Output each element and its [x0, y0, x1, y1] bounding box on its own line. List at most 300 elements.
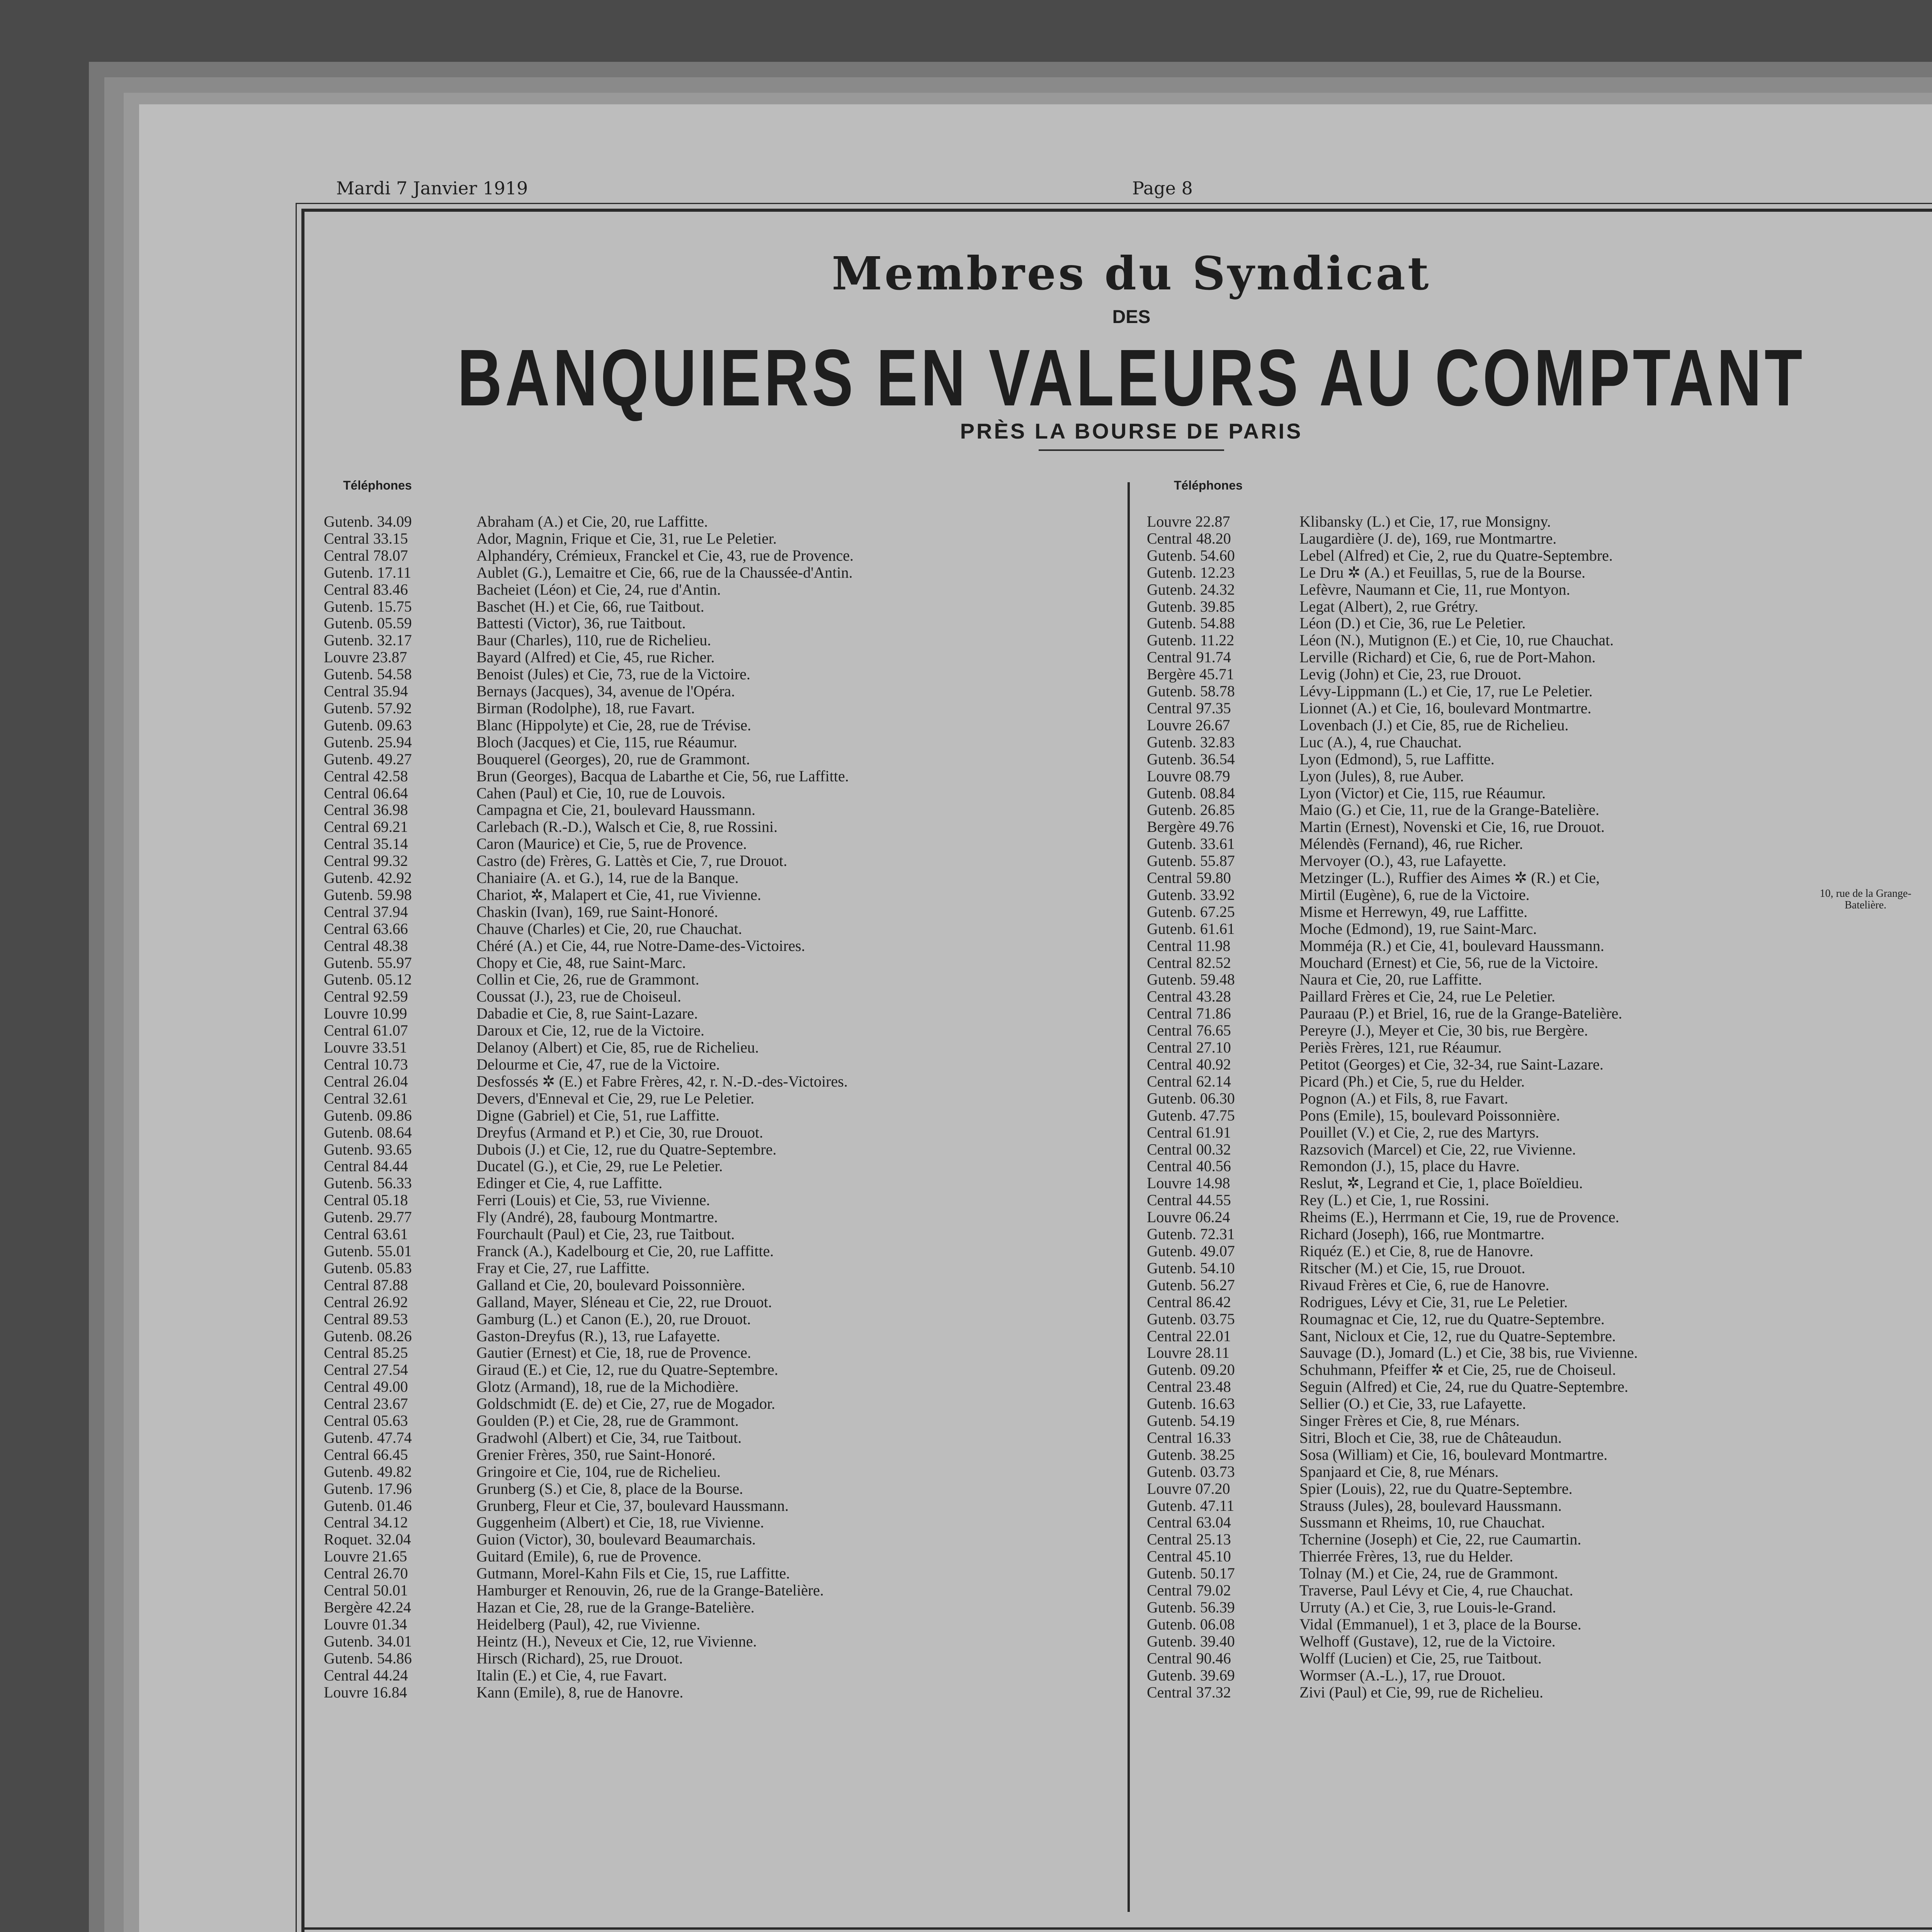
member-row	[324, 1294, 1116, 1311]
member-name-address: Rheims (E.), Herrmann et Cie, 19, rue de Provence.	[1299, 1208, 1619, 1226]
member-telephone: Gutenb. 05.12	[324, 971, 412, 988]
member-row	[324, 598, 1116, 615]
member-name-address: Grenier Frères, 350, rue Saint-Honoré.	[476, 1446, 716, 1463]
member-name-address: Pognon (A.) et Fils, 8, rue Favart.	[1299, 1089, 1508, 1107]
member-telephone: Central 87.88	[324, 1276, 408, 1294]
member-name-address: Chariot, ✲, Malapert et Cie, 41, rue Vivienne.	[476, 886, 761, 903]
member-telephone: Gutenb. 36.54	[1147, 750, 1235, 768]
member-name-address: Sussmann et Rheims, 10, rue Chauchat.	[1299, 1514, 1545, 1531]
member-name-address: Carlebach (R.-D.), Walsch et Cie, 8, rue Rossini.	[476, 818, 778, 836]
member-telephone: Central 62.14	[1147, 1072, 1231, 1090]
member-telephone: Central 36.98	[324, 801, 408, 819]
member-telephone: Central 27.54	[324, 1361, 408, 1379]
member-telephone: Gutenb. 32.83	[1147, 733, 1235, 751]
member-row	[1147, 1446, 1932, 1463]
member-telephone: Gutenb. 24.32	[1147, 580, 1235, 598]
member-row	[1147, 1243, 1932, 1260]
member-row	[1147, 1599, 1932, 1616]
member-telephone: Central 79.02	[1147, 1582, 1231, 1599]
member-name-address: Daroux et Cie, 12, rue de la Victoire.	[476, 1022, 704, 1039]
member-row	[324, 801, 1116, 818]
member-name-address: Strauss (Jules), 28, boulevard Haussmann.	[1299, 1497, 1562, 1514]
member-row	[1147, 1090, 1932, 1107]
member-telephone: Gutenb. 39.40	[1147, 1632, 1235, 1650]
member-name-address: Mouchard (Ernest) et Cie, 56, rue de la Victoire.	[1299, 954, 1599, 971]
member-telephone: Central 37.94	[324, 903, 408, 920]
member-name-address: Guion (Victor), 30, boulevard Beaumarchais.	[476, 1531, 756, 1548]
title-bourse: PRÈS LA BOURSE DE PARIS	[960, 419, 1303, 443]
member-name-address: Lovenbach (J.) et Cie, 85, rue de Richelieu.	[1299, 716, 1569, 734]
member-row	[1147, 785, 1932, 802]
member-telephone: Central 86.42	[1147, 1293, 1231, 1311]
member-name-address: Le Dru ✲ (A.) et Feuillas, 5, rue de la Bourse.	[1299, 563, 1585, 581]
member-row	[1147, 1124, 1932, 1141]
member-name-address: Reslut, ✲, Legrand et Cie, 1, place Boïeldieu.	[1299, 1174, 1583, 1192]
member-name-address: Sant, Nicloux et Cie, 12, rue du Quatre-Septembre.	[1299, 1327, 1616, 1345]
member-telephone: Gutenb. 08.84	[1147, 784, 1235, 802]
member-row	[324, 1446, 1116, 1463]
member-row	[1147, 734, 1932, 751]
member-name-address: Lyon (Jules), 8, rue Auber.	[1299, 767, 1464, 785]
member-telephone: Central 99.32	[324, 852, 408, 870]
member-name-address: Franck (A.), Kadelbourg et Cie, 20, rue Laffitte.	[476, 1242, 774, 1260]
member-telephone: Louvre 21.65	[324, 1548, 407, 1565]
member-name-address: Hazan et Cie, 28, rue de la Grange-Batelière.	[476, 1599, 755, 1616]
member-name-address: Pauraau (P.) et Briel, 16, rue de la Grange-Batelière.	[1299, 1005, 1622, 1022]
member-telephone: Central 44.24	[324, 1666, 408, 1684]
title-membres: Membres du Syndicat	[832, 247, 1431, 300]
member-name-address: Petitot (Georges) et Cie, 32-34, rue Saint-Lazare.	[1299, 1056, 1604, 1073]
member-name-address: Chéré (A.) et Cie, 44, rue Notre-Dame-des-Victoires.	[476, 937, 805, 954]
member-telephone: Central 97.35	[1147, 699, 1231, 717]
metzinger-address-note: 10, rue de la Grange-Batelière.	[1820, 888, 1912, 911]
member-telephone: Louvre 28.11	[1147, 1344, 1230, 1362]
member-row	[324, 1616, 1116, 1633]
member-telephone: Central 50.01	[324, 1582, 408, 1599]
member-name-address: Baur (Charles), 110, rue de Richelieu.	[476, 631, 711, 649]
member-row	[1147, 768, 1932, 785]
member-row	[324, 1684, 1116, 1701]
member-row	[324, 1022, 1116, 1039]
member-telephone: Gutenb. 56.39	[1147, 1599, 1235, 1616]
member-row	[324, 988, 1116, 1005]
member-row	[1147, 1480, 1932, 1497]
member-telephone: Central 76.65	[1147, 1022, 1231, 1039]
member-telephone: Gutenb. 17.11	[324, 563, 412, 581]
member-name-address: Wolff (Lucien) et Cie, 25, rue Taitbout.	[1299, 1649, 1542, 1667]
member-telephone: Central 37.32	[1147, 1683, 1231, 1701]
member-telephone: Central 25.13	[1147, 1531, 1231, 1548]
member-telephone: Gutenb. 54.86	[324, 1649, 412, 1667]
member-row	[1147, 717, 1932, 734]
member-row	[1147, 1463, 1932, 1480]
member-telephone: Gutenb. 72.31	[1147, 1225, 1235, 1243]
member-row	[324, 632, 1116, 649]
member-name-address: Mirtil (Eugène), 6, rue de la Victoire.	[1299, 886, 1530, 903]
member-telephone: Gutenb. 47.11	[1147, 1497, 1235, 1514]
member-name-address: Schuhmann, Pfeiffer ✲ et Cie, 25, rue de Choiseul.	[1299, 1361, 1616, 1379]
member-name-address: Edinger et Cie, 4, rue Laffitte.	[476, 1174, 663, 1192]
member-telephone: Central 27.10	[1147, 1039, 1231, 1056]
member-telephone: Central 44.55	[1147, 1191, 1231, 1209]
member-row	[1147, 615, 1932, 632]
member-name-address: Lebel (Alfred) et Cie, 2, rue du Quatre-Septembre.	[1299, 546, 1613, 564]
member-name-address: Pons (Emile), 15, boulevard Poissonnière.	[1299, 1106, 1560, 1124]
member-name-address: Singer Frères et Cie, 8, rue Ménars.	[1299, 1412, 1520, 1430]
member-telephone: Central 26.70	[324, 1565, 408, 1582]
member-name-address: Chopy et Cie, 48, rue Saint-Marc.	[476, 954, 686, 971]
member-row	[324, 547, 1116, 564]
member-row	[324, 1311, 1116, 1328]
member-telephone: Louvre 23.87	[324, 648, 407, 666]
member-telephone: Central 61.07	[324, 1022, 408, 1039]
member-row	[1147, 1344, 1932, 1361]
member-name-address: Goldschmidt (E. de) et Cie, 27, rue de Mogador.	[476, 1395, 776, 1413]
member-row	[324, 1277, 1116, 1294]
member-telephone: Central 48.20	[1147, 529, 1231, 547]
member-telephone: Gutenb. 54.19	[1147, 1412, 1235, 1430]
member-name-address: Sauvage (D.), Jomard (L.) et Cie, 38 bis, rue Vivienne.	[1299, 1344, 1638, 1362]
member-name-address: Delourme et Cie, 47, rue de la Victoire.	[476, 1056, 720, 1073]
member-name-address: Moche (Edmond), 19, rue Saint-Marc.	[1299, 920, 1537, 937]
member-name-address: Richard (Joseph), 166, rue Montmartre.	[1299, 1225, 1545, 1243]
member-name-address: Bayard (Alfred) et Cie, 45, rue Richer.	[476, 648, 715, 666]
member-telephone: Louvre 06.24	[1147, 1208, 1230, 1226]
member-telephone: Gutenb. 54.88	[1147, 614, 1235, 632]
member-telephone: Louvre 01.34	[324, 1615, 407, 1633]
member-telephone: Bergère 42.24	[324, 1599, 411, 1616]
member-row	[324, 1650, 1116, 1667]
member-telephone: Louvre 33.51	[324, 1039, 407, 1056]
member-telephone: Central 40.92	[1147, 1056, 1231, 1073]
member-name-address: Chauve (Charles) et Cie, 20, rue Chauchat.	[476, 920, 742, 937]
member-row	[324, 1378, 1116, 1395]
member-row	[1147, 1056, 1932, 1073]
member-name-address: Lerville (Richard) et Cie, 6, rue de Port-Mahon.	[1299, 648, 1596, 666]
member-name-address: Digne (Gabriel) et Cie, 51, rue Laffitte.	[476, 1106, 720, 1124]
member-name-address: Gaston-Dreyfus (R.), 13, rue Lafayette.	[476, 1327, 720, 1345]
member-row	[1147, 1175, 1932, 1192]
member-row	[324, 666, 1116, 683]
member-name-address: Sosa (William) et Cie, 16, boulevard Montmartre.	[1299, 1446, 1608, 1463]
member-row	[1147, 1158, 1932, 1175]
member-telephone: Gutenb. 58.78	[1147, 682, 1235, 700]
member-row	[1147, 869, 1932, 886]
member-name-address: Galland, Mayer, Sléneau et Cie, 22, rue Drouot.	[476, 1293, 772, 1311]
member-telephone: Central 16.33	[1147, 1429, 1231, 1446]
member-telephone: Central 92.59	[324, 988, 408, 1005]
member-row	[1147, 1633, 1932, 1650]
member-name-address: Gringoire et Cie, 104, rue de Richelieu.	[476, 1463, 721, 1480]
member-name-address: Delanoy (Albert) et Cie, 85, rue de Richelieu.	[476, 1039, 759, 1056]
member-row	[1147, 1429, 1932, 1446]
member-row	[324, 1429, 1116, 1446]
member-name-address: Collin et Cie, 26, rue de Grammont.	[476, 971, 699, 988]
member-row	[1147, 1378, 1932, 1395]
member-name-address: Hamburger et Renouvin, 26, rue de la Grange-Batelière.	[476, 1582, 824, 1599]
member-telephone: Gutenb. 93.65	[324, 1140, 412, 1158]
member-name-address: Desfossés ✲ (E.) et Fabre Frères, 42, r. N.-D.-des-Victoires.	[476, 1072, 848, 1090]
member-telephone: Central 00.32	[1147, 1140, 1231, 1158]
member-name-address: Italin (E.) et Cie, 4, rue Favart.	[476, 1666, 667, 1684]
member-row	[1147, 683, 1932, 700]
member-row	[324, 835, 1116, 852]
member-name-address: Laugardière (J. de), 169, rue Montmartre.	[1299, 529, 1557, 547]
member-name-address: Pereyre (J.), Meyer et Cie, 30 bis, rue Bergère.	[1299, 1022, 1588, 1039]
member-row	[1147, 852, 1932, 869]
member-row	[324, 1107, 1116, 1124]
member-row	[324, 1599, 1116, 1616]
member-row	[324, 920, 1116, 937]
member-telephone: Central 26.04	[324, 1072, 408, 1090]
telephones-heading-right: Téléphones	[1174, 478, 1243, 492]
member-telephone: Gutenb. 29.77	[324, 1208, 412, 1226]
member-telephone: Louvre 22.87	[1147, 513, 1230, 530]
member-row	[324, 1260, 1116, 1277]
member-name-address: Ducatel (G.), et Cie, 29, rue Le Peletier.	[476, 1157, 723, 1175]
member-row	[324, 1328, 1116, 1345]
member-name-address: Levig (John) et Cie, 23, rue Drouot.	[1299, 665, 1522, 683]
member-row	[324, 852, 1116, 869]
member-row	[1147, 937, 1932, 954]
member-name-address: Chaniaire (A. et G.), 14, rue de la Banque.	[476, 869, 739, 887]
member-name-address: Zivi (Paul) et Cie, 99, rue de Richelieu.	[1299, 1683, 1543, 1701]
member-name-address: Roumagnac et Cie, 12, rue du Quatre-Septembre.	[1299, 1310, 1605, 1328]
member-name-address: Goulden (P.) et Cie, 28, rue de Grammont.	[476, 1412, 739, 1430]
member-name-address: Battesti (Victor), 36, rue Taitbout.	[476, 614, 686, 632]
member-telephone: Gutenb. 55.01	[324, 1242, 412, 1260]
member-row	[324, 1395, 1116, 1412]
member-row	[324, 1463, 1116, 1480]
member-telephone: Gutenb. 39.69	[1147, 1666, 1235, 1684]
member-telephone: Gutenb. 54.58	[324, 665, 412, 683]
member-row	[324, 1039, 1116, 1056]
member-name-address: Lyon (Victor) et Cie, 115, rue Réaumur.	[1299, 784, 1546, 802]
member-telephone: Central 49.00	[324, 1378, 408, 1396]
member-row	[324, 1412, 1116, 1429]
member-row	[324, 1192, 1116, 1209]
member-name-address: Devers, d'Enneval et Cie, 29, rue Le Peletier.	[476, 1089, 755, 1107]
member-telephone: Gutenb. 50.17	[1147, 1565, 1235, 1582]
member-telephone: Central 40.56	[1147, 1157, 1231, 1175]
member-name-address: Dabadie et Cie, 8, rue Saint-Lazare.	[476, 1005, 698, 1022]
member-row	[324, 1480, 1116, 1497]
telephones-heading-left: Téléphones	[343, 478, 412, 492]
member-telephone: Roquet. 32.04	[324, 1531, 411, 1548]
member-telephone: Central 69.21	[324, 818, 408, 836]
member-row	[1147, 700, 1932, 717]
member-name-address: Fray et Cie, 27, rue Laffitte.	[476, 1259, 650, 1277]
member-row	[324, 683, 1116, 700]
member-name-address: Chaskin (Ivan), 169, rue Saint-Honoré.	[476, 903, 718, 920]
member-row	[1147, 1328, 1932, 1345]
member-row	[324, 1090, 1116, 1107]
member-row	[1147, 818, 1932, 835]
member-name-address: Blanc (Hippolyte) et Cie, 28, rue de Trévise.	[476, 716, 751, 734]
member-row	[324, 1514, 1116, 1531]
member-name-address: Bacheiet (Léon) et Cie, 24, rue d'Antin.	[476, 580, 721, 598]
member-row	[324, 886, 1116, 903]
member-row	[1147, 1192, 1932, 1209]
member-name-address: Naura et Cie, 20, rue Laffitte.	[1299, 971, 1482, 988]
member-telephone: Central 61.91	[1147, 1123, 1231, 1141]
member-name-address: Urruty (A.) et Cie, 3, rue Louis-le-Grand.	[1299, 1599, 1556, 1616]
member-telephone: Gutenb. 16.63	[1147, 1395, 1235, 1413]
member-name-address: Seguin (Alfred) et Cie, 24, rue du Quatre-Septembre.	[1299, 1378, 1628, 1396]
member-name-address: Mervoyer (O.), 43, rue Lafayette.	[1299, 852, 1507, 870]
member-telephone: Bergère 45.71	[1147, 665, 1234, 683]
member-name-address: Hirsch (Richard), 25, rue Drouot.	[476, 1649, 683, 1667]
member-row	[1147, 564, 1932, 581]
member-name-address: Lyon (Edmond), 5, rue Laffitte.	[1299, 750, 1495, 768]
member-row	[324, 1531, 1116, 1548]
member-row	[324, 1124, 1116, 1141]
ornament-rule	[1039, 449, 1224, 451]
member-name-address: Birman (Rodolphe), 18, rue Favart.	[476, 699, 695, 717]
member-telephone: Gutenb. 55.87	[1147, 852, 1235, 870]
member-telephone: Gutenb. 15.75	[324, 597, 412, 615]
member-name-address: Martin (Ernest), Novenski et Cie, 16, rue Drouot.	[1299, 818, 1605, 836]
member-telephone: Gutenb. 49.82	[324, 1463, 412, 1480]
member-name-address: Welhoff (Gustave), 12, rue de la Victoire.	[1299, 1632, 1556, 1650]
member-telephone: Gutenb. 03.73	[1147, 1463, 1235, 1480]
page-frame	[301, 209, 1932, 1932]
member-row	[324, 768, 1116, 785]
member-telephone: Central 05.18	[324, 1191, 408, 1209]
member-telephone: Central 35.94	[324, 682, 408, 700]
column-divider	[1128, 482, 1130, 1912]
member-telephone: Gutenb. 32.17	[324, 631, 412, 649]
member-telephone: Central 78.07	[324, 546, 408, 564]
member-telephone: Central 43.28	[1147, 988, 1231, 1005]
member-name-address: Rodrigues, Lévy et Cie, 31, rue Le Peletier.	[1299, 1293, 1568, 1311]
member-telephone: Louvre 10.99	[324, 1005, 407, 1022]
member-row	[1147, 1294, 1932, 1311]
member-telephone: Louvre 14.98	[1147, 1174, 1230, 1192]
member-telephone: Gutenb. 49.27	[324, 750, 412, 768]
member-name-address: Momméja (R.) et Cie, 41, boulevard Haussmann.	[1299, 937, 1604, 954]
running-head-page: Page 8	[1132, 178, 1193, 199]
title-des: DES	[1112, 307, 1151, 327]
member-telephone: Central 34.12	[324, 1514, 408, 1531]
member-telephone: Gutenb. 39.85	[1147, 597, 1235, 615]
member-row	[324, 1565, 1116, 1582]
member-row	[324, 1548, 1116, 1565]
member-telephone: Gutenb. 09.63	[324, 716, 412, 734]
member-name-address: Bouquerel (Georges), 20, rue de Grammont.	[476, 750, 750, 768]
member-name-address: Gradwohl (Albert) et Cie, 34, rue Taitbout.	[476, 1429, 742, 1446]
member-name-address: Alphandéry, Crémieux, Franckel et Cie, 43, rue de Provence.	[476, 546, 854, 564]
member-name-address: Remondon (J.), 15, place du Havre.	[1299, 1157, 1520, 1175]
member-telephone: Central 71.86	[1147, 1005, 1231, 1022]
member-row	[324, 785, 1116, 802]
member-telephone: Gutenb. 55.97	[324, 954, 412, 971]
member-telephone: Central 90.46	[1147, 1649, 1231, 1667]
member-telephone: Gutenb. 01.46	[324, 1497, 412, 1514]
member-row	[1147, 1548, 1932, 1565]
member-name-address: Coussat (J.), 23, rue de Choiseul.	[476, 988, 681, 1005]
member-telephone: Central 83.46	[324, 580, 408, 598]
member-telephone: Central 23.67	[324, 1395, 408, 1413]
member-row	[324, 1158, 1116, 1175]
member-telephone: Central 23.48	[1147, 1378, 1231, 1396]
member-telephone: Gutenb. 12.23	[1147, 563, 1235, 581]
member-name-address: Gutmann, Morel-Kahn Fils et Cie, 15, rue Laffitte.	[476, 1565, 790, 1582]
member-telephone: Central 42.58	[324, 767, 408, 785]
member-row	[324, 1005, 1116, 1022]
member-telephone: Central 63.04	[1147, 1514, 1231, 1531]
member-telephone: Gutenb. 25.94	[324, 733, 412, 751]
member-name-address: Caron (Maurice) et Cie, 5, rue de Provence.	[476, 835, 747, 853]
member-name-address: Tchernine (Joseph) et Cie, 22, rue Caumartin.	[1299, 1531, 1582, 1548]
member-row	[324, 717, 1116, 734]
member-telephone: Gutenb. 67.25	[1147, 903, 1235, 920]
member-name-address: Lefèvre, Naumann et Cie, 11, rue Montyon.	[1299, 580, 1570, 598]
member-row	[1147, 1277, 1932, 1294]
member-row	[1147, 547, 1932, 564]
member-telephone: Gutenb. 49.07	[1147, 1242, 1235, 1260]
member-name-address: Bernays (Jacques), 34, avenue de l'Opéra.	[476, 682, 735, 700]
member-telephone: Central 26.92	[324, 1293, 408, 1311]
member-row	[1147, 666, 1932, 683]
member-name-address: Lévy-Lippmann (L.) et Cie, 17, rue Le Peletier.	[1299, 682, 1593, 700]
member-row	[324, 1175, 1116, 1192]
member-row	[1147, 1582, 1932, 1599]
member-row	[1147, 988, 1932, 1005]
member-name-address: Traverse, Paul Lévy et Cie, 4, rue Chauchat.	[1299, 1582, 1573, 1599]
member-name-address: Léon (N.), Mutignon (E.) et Cie, 10, rue Chauchat.	[1299, 631, 1614, 649]
member-telephone: Gutenb. 42.92	[324, 869, 412, 887]
member-row	[324, 818, 1116, 835]
member-name-address: Mélendès (Fernand), 46, rue Richer.	[1299, 835, 1523, 853]
member-name-address: Grunberg, Fleur et Cie, 37, boulevard Haussmann.	[476, 1497, 789, 1514]
member-name-address: Grunberg (S.) et Cie, 8, place de la Bourse.	[476, 1480, 743, 1497]
member-telephone: Central 85.25	[324, 1344, 408, 1362]
member-telephone: Gutenb. 56.27	[1147, 1276, 1235, 1294]
member-telephone: Louvre 08.79	[1147, 767, 1230, 785]
member-row	[324, 971, 1116, 988]
member-telephone: Gutenb. 03.75	[1147, 1310, 1235, 1328]
member-name-address: Klibansky (L.) et Cie, 17, rue Monsigny.	[1299, 513, 1551, 530]
member-row	[1147, 530, 1932, 547]
member-row	[1147, 1684, 1932, 1701]
member-name-address: Heintz (H.), Neveux et Cie, 12, rue Vivienne.	[476, 1632, 757, 1650]
member-name-address: Benoist (Jules) et Cie, 73, rue de la Victoire.	[476, 665, 750, 683]
member-row	[324, 937, 1116, 954]
member-name-address: Abraham (A.) et Cie, 20, rue Laffitte.	[476, 513, 708, 530]
member-row	[324, 513, 1116, 530]
member-row	[1147, 1005, 1932, 1022]
member-row	[324, 649, 1116, 666]
member-row	[1147, 1650, 1932, 1667]
member-row	[1147, 1412, 1932, 1429]
member-row	[1147, 1565, 1932, 1582]
member-name-address: Fourchault (Paul) et Cie, 23, rue Taitbout.	[476, 1225, 735, 1243]
member-name-address: Glotz (Armand), 18, rue de la Michodière.	[476, 1378, 739, 1396]
member-name-address: Gamburg (L.) et Canon (E.), 20, rue Drouot.	[476, 1310, 751, 1328]
member-telephone: Gutenb. 05.83	[324, 1259, 412, 1277]
member-name-address: Sellier (O.) et Cie, 33, rue Lafayette.	[1299, 1395, 1526, 1413]
member-row	[324, 564, 1116, 581]
member-name-address: Fly (André), 28, faubourg Montmartre.	[476, 1208, 718, 1226]
member-row	[324, 1361, 1116, 1378]
member-row	[1147, 1226, 1932, 1243]
member-row	[324, 1073, 1116, 1090]
member-row	[1147, 1141, 1932, 1158]
member-telephone: Gutenb. 57.92	[324, 699, 412, 717]
member-telephone: Gutenb. 34.01	[324, 1632, 412, 1650]
section-rule	[304, 1927, 1932, 1930]
